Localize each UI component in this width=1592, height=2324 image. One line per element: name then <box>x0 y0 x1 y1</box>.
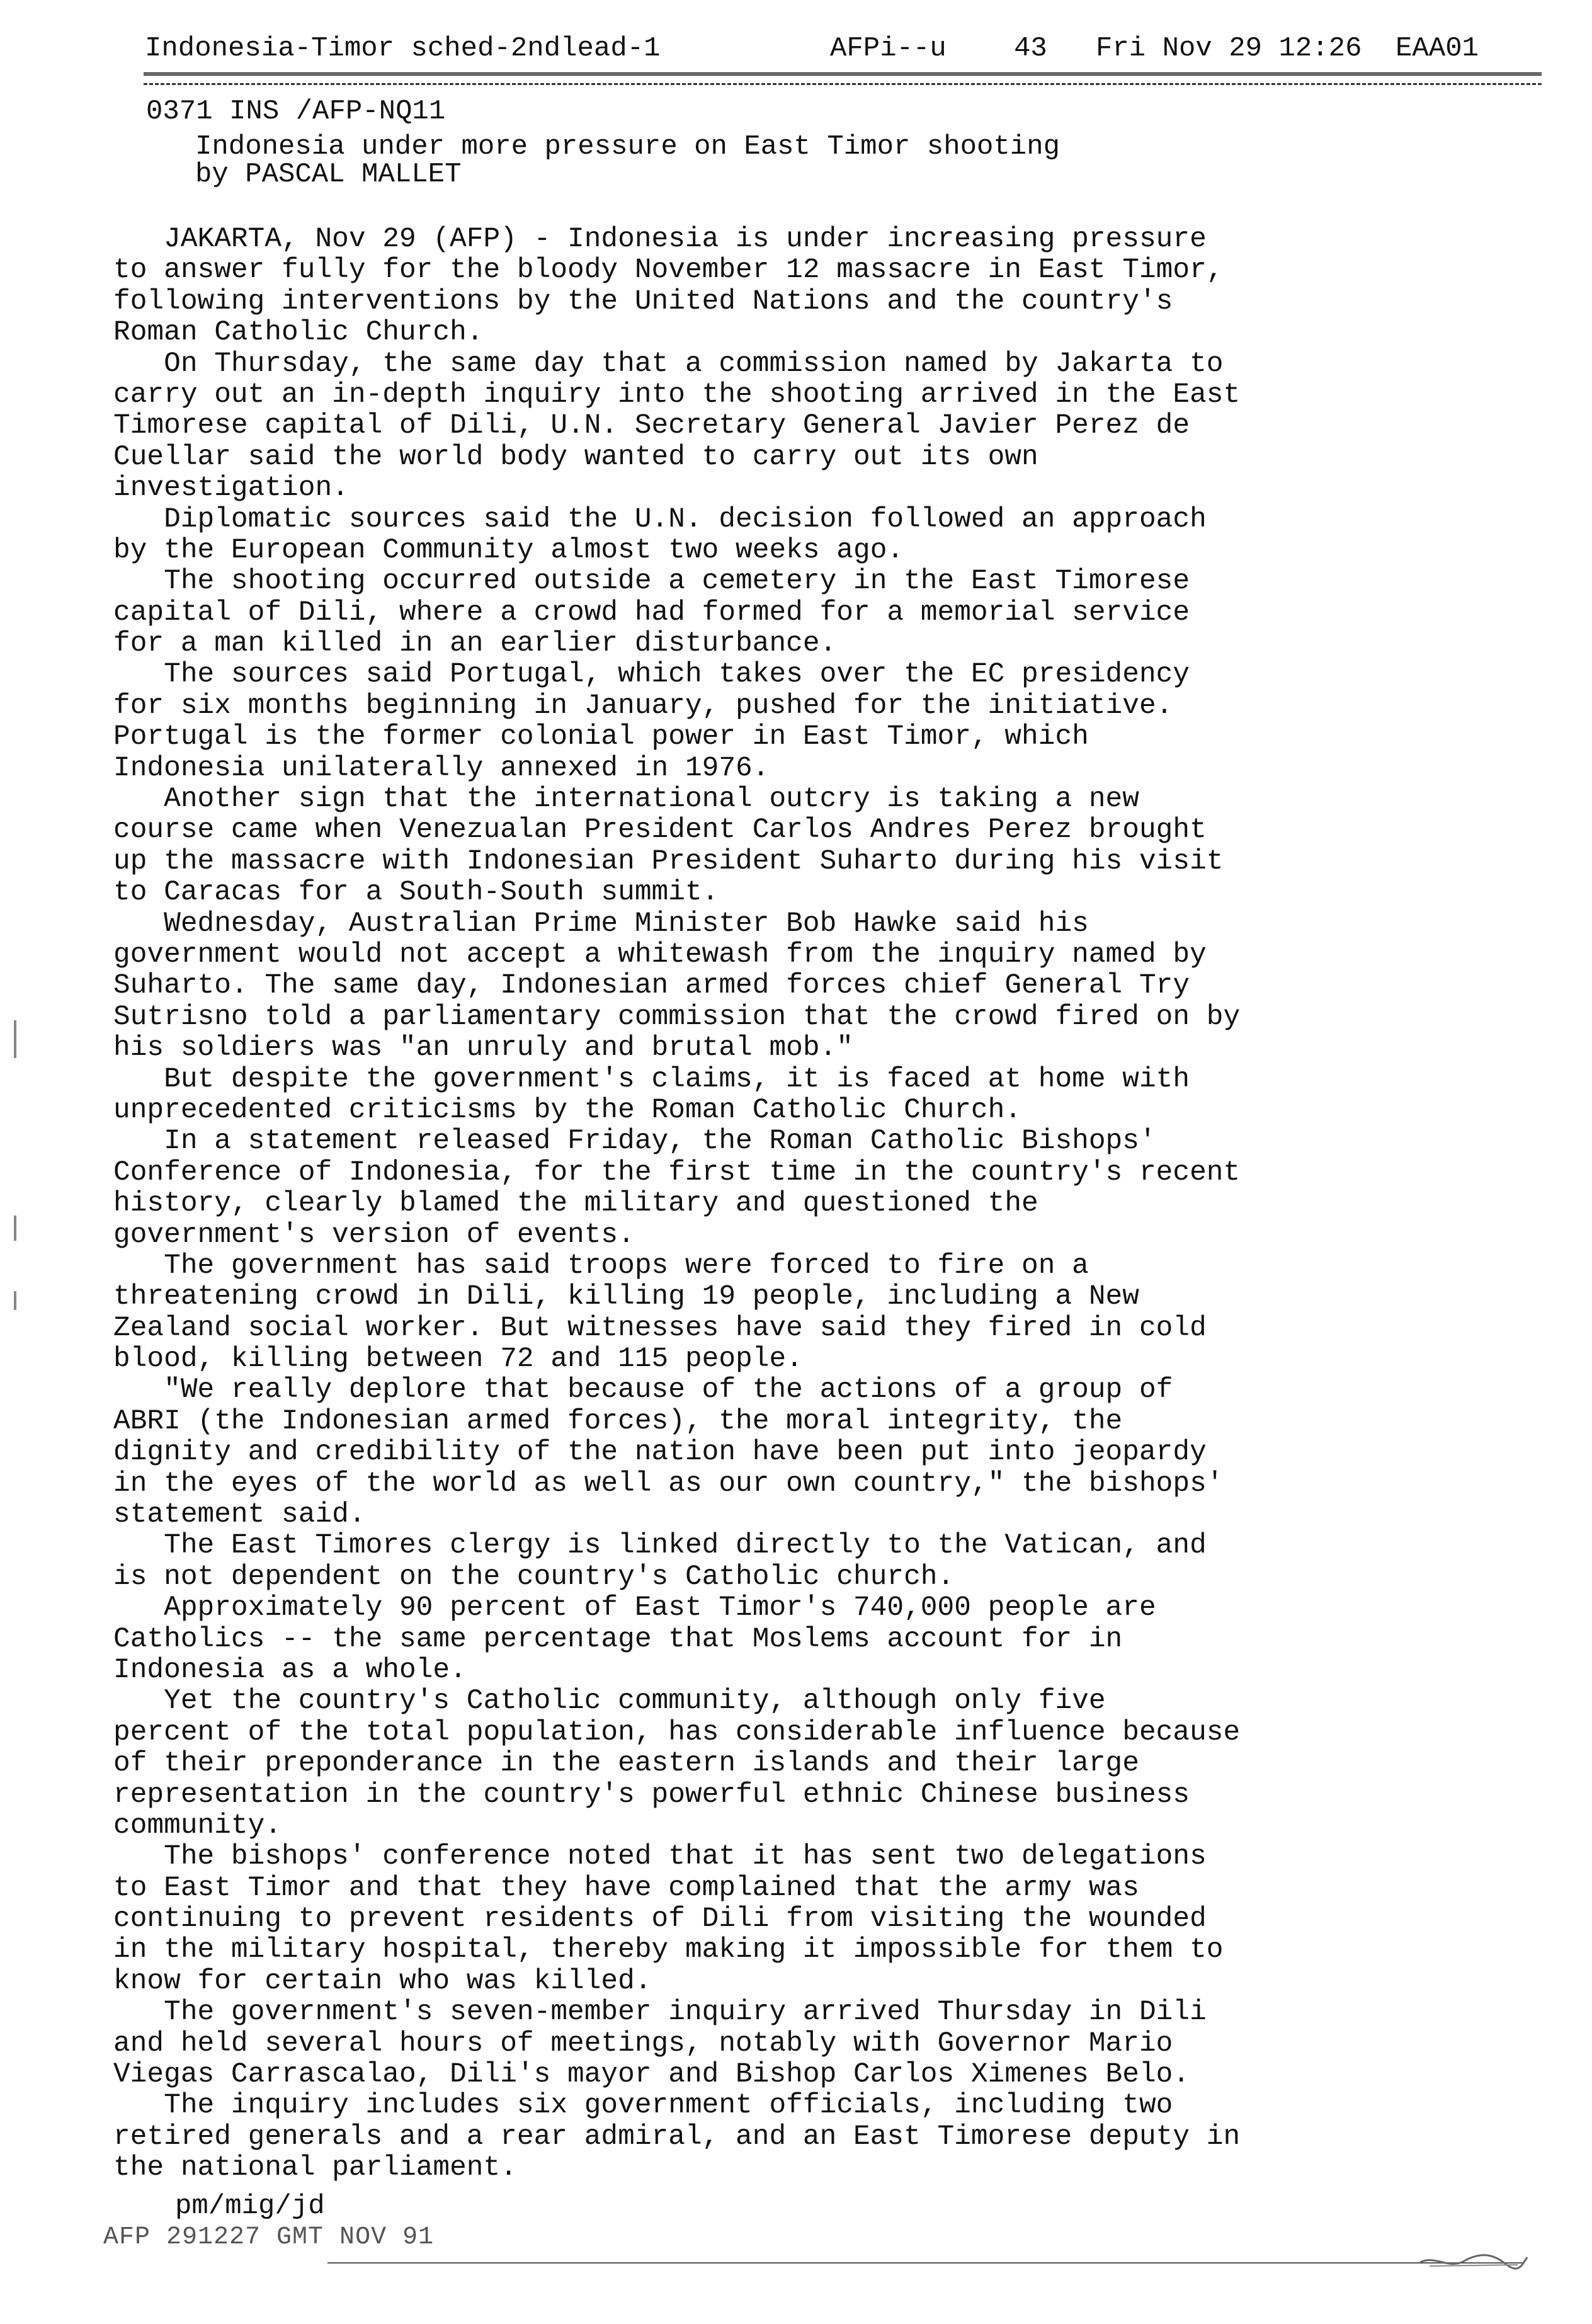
body-line: Viegas Carrascalao, Dili's mayor and Bishop Carlos Ximenes Belo. <box>113 2059 1190 2091</box>
body-line: to Caracas for a South-South summit. <box>113 877 719 909</box>
body-line: retired generals and a rear admiral, and an East Timorese deputy in <box>113 2121 1241 2153</box>
body-line: Indonesia as a whole. <box>113 1654 467 1686</box>
header-rule-dashed <box>144 83 1542 85</box>
body-line: "We really deplore that because of the actions of a group of <box>113 1374 1173 1406</box>
body-line: and held several hours of meetings, notably with Governor Mario <box>113 2027 1173 2059</box>
body-line: On Thursday, the same day that a commission named by Jakarta to <box>113 348 1224 380</box>
body-line: Suharto. The same day, Indonesian armed forces chief General Try <box>113 970 1190 1002</box>
header-rule <box>144 72 1542 76</box>
body-line: The government has said troops were forced to fire on a <box>113 1250 1089 1282</box>
body-line: Conference of Indonesia, for the first time in the country's recent <box>113 1156 1241 1188</box>
body-line: Diplomatic sources said the U.N. decision followed an approach <box>113 503 1207 535</box>
body-line: Portugal is the former colonial power in East Timor, which <box>113 721 1089 753</box>
body-line: by the European Community almost two weeks ago. <box>113 534 904 566</box>
scan-edge-mark <box>14 1216 16 1241</box>
byline: by PASCAL MALLET <box>195 159 462 190</box>
body-line: ABRI (the Indonesian armed forces), the moral integrity, the <box>113 1405 1123 1437</box>
body-line: unprecedented criticisms by the Roman Catholic Church. <box>113 1094 1022 1126</box>
body-line: Approximately 90 percent of East Timor's 740,000 people are <box>113 1592 1156 1624</box>
body-line: community. <box>113 1809 282 1842</box>
headline: Indonesia under more pressure on East Timor shooting <box>195 131 1060 162</box>
body-line: up the massacre with Indonesian President Suharto during his visit <box>113 845 1224 877</box>
body-line: But despite the government's claims, it is faced at home with <box>113 1063 1190 1095</box>
scan-edge-mark <box>14 1020 16 1058</box>
footer-rule <box>327 2262 1524 2264</box>
body-line: In a statement released Friday, the Roman Catholic Bishops' <box>113 1125 1156 1158</box>
body-line: investigation. <box>113 472 349 504</box>
body-line: Yet the country's Catholic community, although only five <box>113 1685 1106 1717</box>
body-line: Timorese capital of Dili, U.N. Secretary General Javier Perez de <box>113 410 1190 442</box>
body-line: government's version of events. <box>113 1219 635 1251</box>
body-line: is not dependent on the country's Catholic church. <box>113 1561 955 1593</box>
body-line: Catholics -- the same percentage that Moslems account for in <box>113 1623 1123 1655</box>
scan-edge-mark <box>14 1291 16 1310</box>
body-line: for a man killed in an earlier disturbance. <box>113 628 837 660</box>
story-id: 0371 INS /AFP-NQ11 <box>146 96 446 127</box>
body-line: Roman Catholic Church. <box>113 317 484 349</box>
header-code: EAA01 <box>1396 33 1479 64</box>
body-line: to East Timor and that they have complained that the army was <box>113 1872 1139 1904</box>
body-line: blood, killing between 72 and 115 people. <box>113 1343 803 1376</box>
body-line: The shooting occurred outside a cemetery in the East Timorese <box>113 566 1190 598</box>
header-slug: Indonesia-Timor sched-2ndlead-1 <box>145 33 661 64</box>
body-line: The bishops' conference noted that it has sent two delegations <box>113 1841 1207 1873</box>
body-line: Cuellar said the world body wanted to carry out its own <box>113 441 1038 473</box>
body-line: in the eyes of the world as well as our own country," the bishops' <box>113 1467 1224 1500</box>
body-line: Wednesday, Australian Prime Minister Bob Hawke said his <box>113 908 1089 940</box>
body-line: capital of Dili, where a crowd had formed for a memorial service <box>113 596 1190 629</box>
header-service: AFPi--u <box>830 33 947 64</box>
body-line: Zealand social worker. But witnesses have said they fired in cold <box>113 1312 1207 1344</box>
body-line: percent of the total population, has considerable influence because <box>113 1716 1241 1748</box>
scribble-mark-icon <box>1417 2248 1530 2274</box>
body-line: Sutrisno told a parliamentary commission that the crowd fired on by <box>113 1001 1241 1033</box>
body-line: The East Timores clergy is linked directly to the Vatican, and <box>113 1530 1207 1562</box>
body-line: carry out an in-depth inquiry into the shooting arrived in the East <box>113 379 1241 411</box>
body-line: government would not accept a whitewash from the inquiry named by <box>113 938 1207 971</box>
body-line: The government's seven-member inquiry arrived Thursday in Dili <box>113 1996 1207 2029</box>
body-line: The sources said Portugal, which takes over the EC presidency <box>113 659 1190 691</box>
body-line: of their preponderance in the eastern islands and their large <box>113 1748 1139 1780</box>
body-line: know for certain who was killed. <box>113 1965 652 1997</box>
body-line: The inquiry includes six government officials, including two <box>113 2090 1173 2122</box>
signoff: pm/mig/jd <box>175 2190 325 2222</box>
body-line: Another sign that the international outcry is taking a new <box>113 783 1139 816</box>
body-line: Indonesia unilaterally annexed in 1976. <box>113 752 770 784</box>
body-line: in the military hospital, thereby making it impossible for them to <box>113 1934 1224 1966</box>
body-line: statement said. <box>113 1499 366 1531</box>
body-line: the national parliament. <box>113 2152 517 2184</box>
body-line: threatening crowd in Dili, killing 19 people, including a New <box>113 1281 1139 1313</box>
body-line: JAKARTA, Nov 29 (AFP) - Indonesia is under increasing pressure <box>113 224 1207 255</box>
body-line: for six months beginning in January, pushed for the initiative. <box>113 690 1173 722</box>
body-line: continuing to prevent residents of Dili from visiting the wounded <box>113 1903 1207 1935</box>
body-line: to answer fully for the bloody November 12 massacre in East Timor, <box>113 254 1224 287</box>
header-number: 43 <box>1014 33 1047 64</box>
body-line: dignity and credibility of the nation have been put into jeopardy <box>113 1437 1207 1469</box>
body-line: history, clearly blamed the military and questioned the <box>113 1188 1038 1220</box>
footer-dateline: AFP 291227 GMT NOV 91 <box>103 2223 435 2252</box>
body-line: course came when Venezualan President Carlos Andres Perez brought <box>113 814 1207 846</box>
body-line: following interventions by the United Nations and the country's <box>113 285 1173 317</box>
body-line: representation in the country's powerful ethnic Chinese business <box>113 1779 1190 1811</box>
header-timestamp: Fri Nov 29 12:26 <box>1096 33 1362 64</box>
article-body <box>113 224 1530 2184</box>
body-line: his soldiers was "an unruly and brutal mob." <box>113 1032 853 1064</box>
